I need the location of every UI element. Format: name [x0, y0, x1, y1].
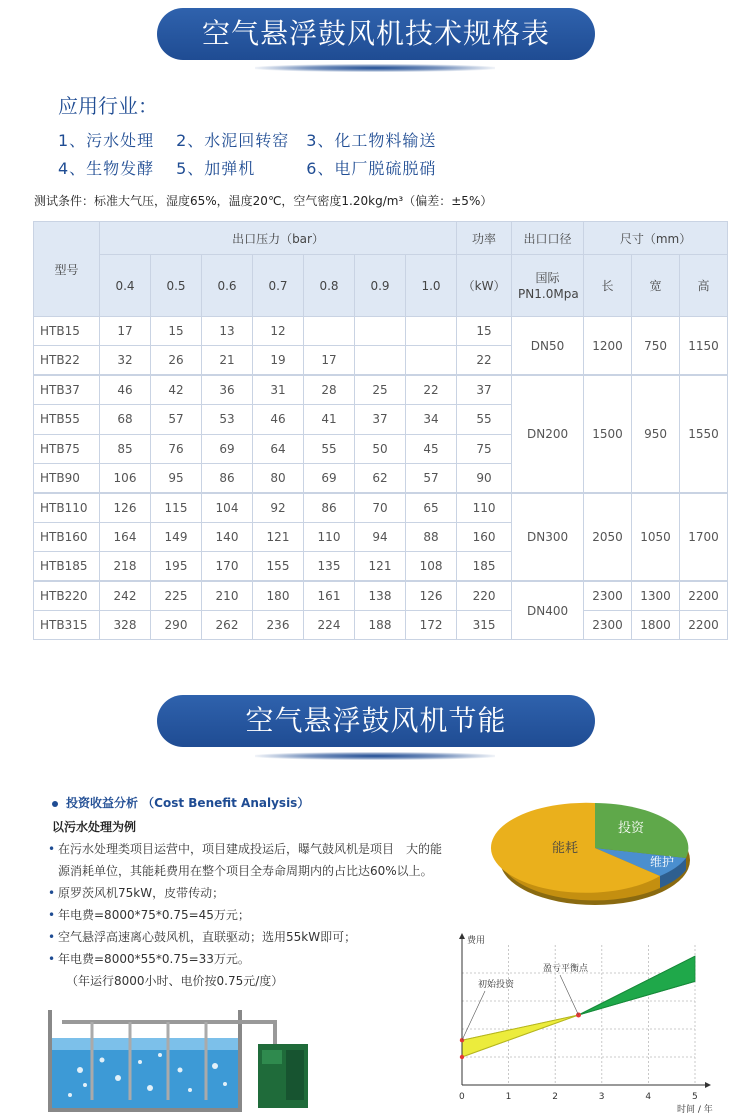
cba-note: （年运行8000小时、电价按0.75元/度） — [66, 974, 284, 988]
header-pressure-value: 0.9 — [355, 255, 406, 317]
model-cell: HTB315 — [34, 610, 100, 639]
cost-share-pie — [490, 790, 700, 910]
spec-table — [33, 221, 728, 640]
cba-bullet: • 原罗茨风机75kW，皮带传动； — [48, 882, 488, 904]
flow-cell: 88 — [406, 522, 457, 551]
flow-cell: 195 — [151, 552, 202, 581]
initial-point-low — [460, 1055, 464, 1059]
x-tick-label: 0 — [459, 1092, 465, 1102]
header-pressure-value: 0.7 — [253, 255, 304, 317]
flow-cell: 15 — [151, 317, 202, 346]
flow-cell: 92 — [253, 493, 304, 522]
model-cell: HTB90 — [34, 463, 100, 492]
flow-cell — [406, 346, 457, 375]
spec-title-banner — [157, 8, 595, 60]
flow-cell: 57 — [406, 463, 457, 492]
flow-cell: 106 — [100, 463, 151, 492]
flow-cell: 224 — [304, 610, 355, 639]
flow-cell: 126 — [406, 581, 457, 610]
flow-cell: 55 — [304, 434, 355, 463]
flow-cell: 188 — [355, 610, 406, 639]
cba-bullet-text: 源消耗单位，其能耗费用在整个项目全寿命周期内的占比达60%以上。 — [58, 864, 433, 878]
size-cell: 2300 — [584, 581, 632, 610]
flow-cell: 46 — [253, 405, 304, 434]
flow-cell: 50 — [355, 434, 406, 463]
outlet-cell: DN300 — [512, 493, 584, 581]
header-model: 型号 — [34, 222, 100, 317]
size-cell: 1050 — [632, 493, 680, 581]
flow-cell: 115 — [151, 493, 202, 522]
size-cell: 2300 — [584, 610, 632, 639]
header-pressure-value: 0.6 — [202, 255, 253, 317]
size-cell: 2050 — [584, 493, 632, 581]
energy-title-banner — [157, 695, 595, 747]
outlet-cell: DN400 — [512, 581, 584, 640]
flow-cell: 242 — [100, 581, 151, 610]
flow-cell: 149 — [151, 522, 202, 551]
flow-cell: 121 — [355, 552, 406, 581]
power-cell: 37 — [457, 375, 512, 404]
flow-cell: 170 — [202, 552, 253, 581]
cba-bullet: • 空气悬浮高速离心鼓风机，直联驱动；选用55kW即可； — [48, 926, 488, 948]
flow-cell: 161 — [304, 581, 355, 610]
cba-bullet-text: 在污水处理类项目运营中，项目建成投运后，曝气鼓风机是项目 大的能 — [58, 842, 443, 856]
flow-cell: 12 — [253, 317, 304, 346]
power-cell: 185 — [457, 552, 512, 581]
size-cell: 1550 — [680, 375, 728, 493]
flow-cell — [355, 346, 406, 375]
model-cell: HTB15 — [34, 317, 100, 346]
cba-bullet: • 年电费=8000*75*0.75=45万元； — [48, 904, 488, 926]
pie-label-investment: 投资 — [618, 821, 645, 836]
table-row — [34, 493, 728, 522]
blower-vent — [286, 1050, 304, 1100]
size-cell: 1300 — [632, 581, 680, 610]
model-cell: HTB75 — [34, 434, 100, 463]
flow-cell: 22 — [406, 375, 457, 404]
table-row — [34, 375, 728, 404]
flow-cell: 236 — [253, 610, 304, 639]
flow-cell: 32 — [100, 346, 151, 375]
model-cell: HTB22 — [34, 346, 100, 375]
industry-item: 3、化工物料输送 — [306, 131, 437, 150]
model-cell: HTB37 — [34, 375, 100, 404]
header-pressure-value: 0.8 — [304, 255, 355, 317]
x-axis-arrow-icon — [705, 1082, 711, 1088]
flow-cell: 164 — [100, 522, 151, 551]
break-even-leader-line — [560, 975, 579, 1015]
spec-title: 空气悬浮鼓风机技术规格表 — [201, 17, 550, 50]
cba-title — [52, 794, 309, 811]
industry-row-2 — [58, 156, 436, 179]
size-cell: 2200 — [680, 610, 728, 639]
size-cell: 1800 — [632, 610, 680, 639]
flow-cell: 86 — [304, 493, 355, 522]
y-axis-arrow-icon — [459, 933, 465, 939]
flow-cell: 46 — [100, 375, 151, 404]
flow-cell: 21 — [202, 346, 253, 375]
flow-cell: 218 — [100, 552, 151, 581]
header-pressure-value: 0.5 — [151, 255, 202, 317]
flow-cell: 17 — [304, 346, 355, 375]
test-conditions: 测试条件：标准大气压，湿度65%，温度20℃，空气密度1.20kg/m³（偏差：±5%） — [34, 194, 493, 208]
flow-cell: 225 — [151, 581, 202, 610]
header-outlet: 出口口径 — [512, 222, 584, 255]
outlet-cell: DN200 — [512, 375, 584, 493]
flow-cell: 57 — [151, 405, 202, 434]
flow-cell — [304, 317, 355, 346]
spec-table-body — [34, 317, 728, 640]
power-cell: 55 — [457, 405, 512, 434]
flow-cell: 95 — [151, 463, 202, 492]
power-cell: 220 — [457, 581, 512, 610]
flow-cell: 155 — [253, 552, 304, 581]
pie-label-energy: 能耗 — [552, 841, 579, 856]
industry-item: 1、污水处理 — [58, 131, 155, 150]
x-tick-label: 3 — [598, 1092, 605, 1102]
header-power-unit: （kW） — [457, 255, 512, 317]
cba-title-text: 投资收益分析 （Cost Benefit Analysis） — [66, 796, 310, 810]
size-cell: 1150 — [680, 317, 728, 376]
cba-bullet: • 年电费=8000*55*0.75=33万元。 — [48, 948, 488, 970]
chart-axes — [459, 933, 711, 1088]
flow-cell: 37 — [355, 405, 406, 434]
size-cell: 2200 — [680, 581, 728, 610]
flow-cell: 41 — [304, 405, 355, 434]
table-row — [34, 317, 728, 346]
header-pressure-value: 1.0 — [406, 255, 457, 317]
flow-cell: 290 — [151, 610, 202, 639]
model-cell: HTB185 — [34, 552, 100, 581]
x-tick-label: 1 — [505, 1092, 512, 1102]
flow-cell: 45 — [406, 434, 457, 463]
flow-cell — [355, 317, 406, 346]
flow-cell: 19 — [253, 346, 304, 375]
x-tick-label: 4 — [645, 1092, 652, 1102]
flow-cell: 34 — [406, 405, 457, 434]
flow-cell: 86 — [202, 463, 253, 492]
header-length: 长 — [584, 255, 632, 317]
flow-cell: 69 — [202, 434, 253, 463]
flow-cell: 70 — [355, 493, 406, 522]
power-cell: 75 — [457, 434, 512, 463]
flow-cell: 108 — [406, 552, 457, 581]
flow-cell: 328 — [100, 610, 151, 639]
size-cell: 1200 — [584, 317, 632, 376]
header-pressure-value: 0.4 — [100, 255, 151, 317]
initial-leader-line — [462, 991, 485, 1040]
break-even-annotation: 盈亏平衡点 — [543, 964, 589, 974]
flow-cell: 62 — [355, 463, 406, 492]
header-power: 功率 — [457, 222, 512, 255]
flow-cell: 126 — [100, 493, 151, 522]
table-row — [34, 610, 728, 639]
chart-ticks — [459, 1092, 698, 1102]
table-row — [34, 581, 728, 610]
power-cell: 15 — [457, 317, 512, 346]
flow-cell — [406, 317, 457, 346]
flow-cell: 68 — [100, 405, 151, 434]
power-cell: 90 — [457, 463, 512, 492]
flow-cell: 85 — [100, 434, 151, 463]
x-axis-label: 时间 / 年 — [677, 1105, 713, 1115]
x-tick-label: 2 — [552, 1092, 558, 1102]
cba-bullets — [48, 838, 488, 992]
flow-cell: 65 — [406, 493, 457, 522]
cba-bullet — [48, 838, 488, 882]
size-cell: 950 — [632, 375, 680, 493]
industry-item: 5、加弹机 — [176, 159, 256, 178]
flow-cell: 94 — [355, 522, 406, 551]
model-cell: HTB110 — [34, 493, 100, 522]
flow-cell: 26 — [151, 346, 202, 375]
industry-item: 4、生物发酵 — [58, 159, 155, 178]
industry-title: 应用行业： — [58, 94, 158, 118]
flow-cell: 53 — [202, 405, 253, 434]
industry-row-1 — [58, 128, 436, 151]
pie-label-maintenance: 维护 — [650, 855, 675, 869]
flow-cell: 180 — [253, 581, 304, 610]
flow-cell: 36 — [202, 375, 253, 404]
header-width: 宽 — [632, 255, 680, 317]
header-pressure: 出口压力（bar） — [100, 222, 457, 255]
flow-cell: 76 — [151, 434, 202, 463]
flow-cell: 172 — [406, 610, 457, 639]
power-cell: 160 — [457, 522, 512, 551]
flow-cell: 262 — [202, 610, 253, 639]
flow-cell: 104 — [202, 493, 253, 522]
aeration-tank-illustration — [40, 1000, 320, 1115]
x-tick-label: 5 — [692, 1092, 698, 1102]
industry-item: 6、电厂脱硫脱硝 — [306, 159, 437, 178]
tank-water-surface — [50, 1038, 240, 1050]
flow-cell: 13 — [202, 317, 253, 346]
flow-cell: 28 — [304, 375, 355, 404]
bullet-dot-icon — [52, 801, 58, 807]
size-cell: 1500 — [584, 375, 632, 493]
header-height: 高 — [680, 255, 728, 317]
size-cell: 1700 — [680, 493, 728, 581]
power-cell: 22 — [457, 346, 512, 375]
header-size: 尺寸（mm） — [584, 222, 728, 255]
model-cell: HTB55 — [34, 405, 100, 434]
model-cell: HTB220 — [34, 581, 100, 610]
flow-cell: 210 — [202, 581, 253, 610]
spec-title-underline — [255, 64, 495, 72]
cba-subtitle: 以污水处理为例 — [52, 820, 137, 834]
flow-cell: 121 — [253, 522, 304, 551]
model-cell: HTB160 — [34, 522, 100, 551]
flow-cell: 31 — [253, 375, 304, 404]
flow-cell: 25 — [355, 375, 406, 404]
flow-cell: 17 — [100, 317, 151, 346]
flow-cell: 64 — [253, 434, 304, 463]
initial-investment-annotation: 初始投资 — [478, 980, 515, 990]
size-cell: 750 — [632, 317, 680, 376]
blower-panel — [262, 1050, 282, 1064]
header-outlet-standard: 国际PN1.0Mpa — [512, 255, 584, 317]
flow-cell: 110 — [304, 522, 355, 551]
y-axis-label: 费用 — [467, 936, 486, 946]
energy-title: 空气悬浮鼓风机节能 — [245, 704, 507, 737]
flow-cell: 80 — [253, 463, 304, 492]
break-even-chart — [440, 925, 730, 1115]
industry-item: 2、水泥回转窑 — [176, 131, 290, 150]
flow-cell: 138 — [355, 581, 406, 610]
flow-cell: 42 — [151, 375, 202, 404]
outlet-cell: DN50 — [512, 317, 584, 376]
flow-cell: 140 — [202, 522, 253, 551]
power-cell: 315 — [457, 610, 512, 639]
flow-cell: 135 — [304, 552, 355, 581]
energy-title-underline — [255, 752, 495, 760]
flow-cell: 69 — [304, 463, 355, 492]
power-cell: 110 — [457, 493, 512, 522]
